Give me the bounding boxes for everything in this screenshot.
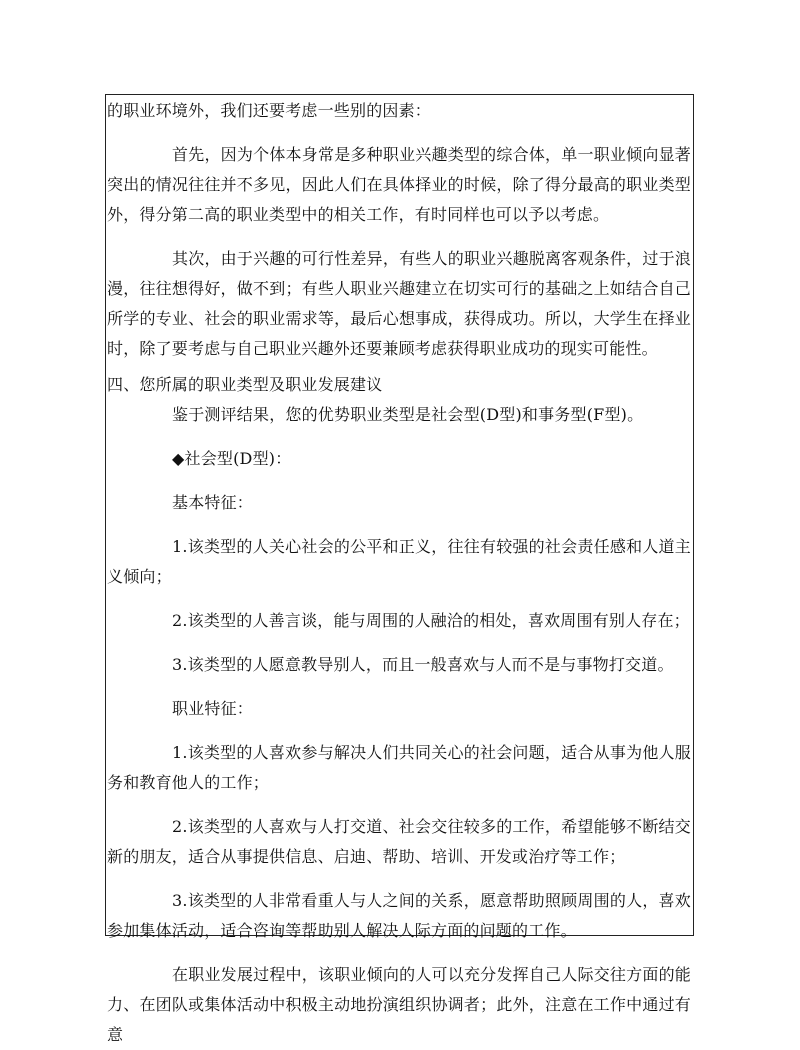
basic-trait-item: 2.该类型的人善言谈，能与周围的人融洽的相处，喜欢周围有别人存在； — [172, 611, 690, 630]
subheading-social-type: ◆社会型(D型)： — [172, 449, 292, 468]
basic-trait-item: 3.该类型的人愿意教导别人，而且一般喜欢与人而不是与事物打交道。 — [172, 655, 674, 674]
paragraph-result: 鉴于测评结果，您的优势职业类型是社会型(D型)和事务型(F型)。 — [172, 405, 644, 424]
label-career-traits: 职业特征： — [172, 699, 254, 718]
document-body — [107, 96, 691, 1050]
career-trait-item: 1.该类型的人喜欢参与解决人们共同关心的社会问题，适合从事为他人服务和教育他人的工作； — [107, 743, 691, 792]
career-trait-item: 2.该类型的人喜欢与人打交道、社会交往较多的工作，希望能够不断结交新的朋友，适合从事提供信息、启迪、帮助、培训、开发或治疗等工作； — [107, 817, 691, 866]
paragraph-second-consideration: 其次，由于兴趣的可行性差异，有些人的职业兴趣脱离客观条件，过于浪漫，往往想得好，做不到；有些人职业兴趣建立在切实可行的基础之上如结合自己所学的专业、社会的职业需求等，最后心想事成，获得成功。所以，大学生在择业时，除了要考虑与自己职业兴趣外还要兼顾考虑获得职业成功的现实可能性。 — [107, 249, 691, 358]
section-heading: 四、您所属的职业类型及职业发展建议 — [107, 375, 383, 394]
paragraph-development-advice: 在职业发展过程中，该职业倾向的人可以充分发挥自己人际交往方面的能力、在团队或集体活动中积极主动地扮演组织协调者；此外，注意在工作中通过有意 — [107, 965, 691, 1044]
paragraph-first-consideration: 首先，因为个体本身常是多种职业兴趣类型的综合体，单一职业倾向显著突出的情况往往并不多见，因此人们在具体择业的时候，除了得分最高的职业类型外，得分第二高的职业类型中的相关工作，有时同样也可以予以考虑。 — [107, 145, 691, 224]
label-basic-traits: 基本特征： — [172, 493, 254, 512]
paragraph-continuation: 的职业环境外，我们还要考虑一些别的因素： — [107, 101, 432, 120]
career-trait-item: 3.该类型的人非常看重人与人之间的关系，愿意帮助照顾周围的人，喜欢参加集体活动，适合咨询等帮助别人解决人际方面的问题的工作。 — [107, 891, 691, 940]
basic-trait-item: 1.该类型的人关心社会的公平和正义，往往有较强的社会责任感和人道主义倾向； — [107, 537, 691, 586]
